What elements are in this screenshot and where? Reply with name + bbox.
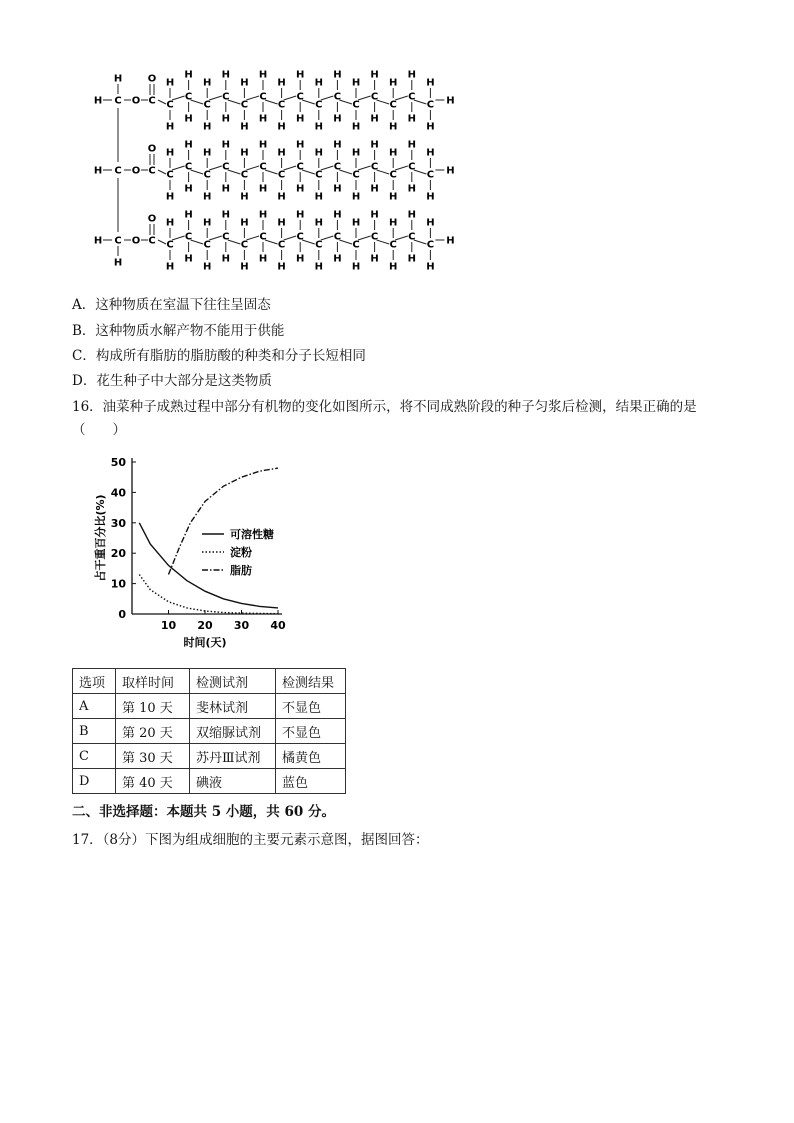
y-tick-label: 40 <box>110 486 126 500</box>
header-reagent: 检测试剂 <box>190 669 276 694</box>
section-heading: 二、非选择题：本题共 5 小题，共 60 分。 <box>72 804 335 820</box>
hydrogen-atom: H <box>258 69 268 81</box>
carbon-atom: C <box>222 231 230 243</box>
hydrogen-atom: H <box>407 183 416 195</box>
table-row <box>73 769 346 794</box>
hydrogen-atom: H <box>258 209 268 221</box>
bond <box>358 166 371 170</box>
carbon-atom: C <box>296 231 304 243</box>
hydrogen-atom: H <box>407 113 416 125</box>
hydrogen-atom: H <box>426 77 435 89</box>
option-d: D．花生种子中大部分是这类物质 <box>72 373 272 389</box>
cell-option: A <box>73 694 116 719</box>
carbon-atom: C <box>222 91 230 103</box>
hydrogen-atom: H <box>351 261 361 273</box>
hydrogen-atom: H <box>314 217 323 229</box>
series-line-2 <box>139 575 278 614</box>
carbon-atom: C <box>184 161 193 173</box>
hydrogen-atom: H <box>351 121 361 133</box>
carbon-atom: C <box>203 239 211 251</box>
carbon-atom: C <box>203 169 211 181</box>
y-tick-label: 10 <box>110 577 126 591</box>
oxygen-atom: O <box>131 235 141 247</box>
cell-result: 不显色 <box>276 719 346 744</box>
y-tick-label: 50 <box>110 456 126 469</box>
carbon-atom: C <box>277 99 286 111</box>
bond <box>158 240 166 244</box>
hydrogen-atom: H <box>370 183 379 195</box>
bond <box>265 100 278 104</box>
hydrogen-atom: H <box>240 147 249 159</box>
hydrogen-atom: H <box>277 147 286 159</box>
carbon-atom: C <box>315 99 323 111</box>
carbon-atom: C <box>114 165 122 177</box>
hydrogen-atom: H <box>221 69 230 81</box>
hydrogen-atom: H <box>296 209 305 221</box>
hydrogen-atom: H <box>113 257 123 269</box>
table-row <box>73 719 346 744</box>
hydrogen-atom: H <box>203 217 212 229</box>
hydrogen-atom: H <box>333 139 342 151</box>
bond <box>414 170 427 174</box>
hydrogen-atom: H <box>221 139 230 151</box>
bond <box>302 240 315 244</box>
hydrogen-atom: H <box>296 113 305 125</box>
oxygen-atom: O <box>131 95 141 107</box>
bond <box>209 236 222 240</box>
y-tick-label: 0 <box>118 608 126 621</box>
hydrogen-atom: H <box>240 191 249 203</box>
bond <box>321 96 334 100</box>
hydrogen-atom: H <box>389 261 398 273</box>
hydrogen-atom: H <box>370 69 379 81</box>
cell-result: 不显色 <box>276 694 346 719</box>
carbon-atom: C <box>315 239 323 251</box>
hydrogen-atom: H <box>240 121 249 133</box>
hydrogen-atom: H <box>333 69 342 81</box>
y-axis-label: 占干重百分比(%) <box>94 494 107 582</box>
cell-result: 蓝色 <box>276 769 346 794</box>
cell-reagent: 碘液 <box>190 769 276 794</box>
hydrogen-atom: H <box>370 253 379 265</box>
hydrogen-atom: H <box>426 191 435 203</box>
hydrogen-atom: H <box>333 253 342 265</box>
carbon-atom: C <box>240 99 249 111</box>
carbon-atom: C <box>333 231 342 243</box>
bond <box>191 240 204 244</box>
bond <box>377 240 390 244</box>
hydrogen-atom: H <box>221 209 230 221</box>
cell-reagent: 苏丹Ⅲ试剂 <box>190 744 276 769</box>
carbon-atom: C <box>166 169 174 181</box>
hydrogen-atom: H <box>333 113 342 125</box>
carbon-atom: C <box>296 161 304 173</box>
bond <box>172 236 185 240</box>
hydrogen-atom: H <box>277 77 286 89</box>
carbon-atom: C <box>352 239 360 251</box>
hydrogen-atom: H <box>184 253 193 265</box>
carbon-atom: C <box>277 169 286 181</box>
carbon-atom: C <box>240 239 249 251</box>
hydrogen-atom: H <box>370 139 379 151</box>
cell-option: D <box>73 769 116 794</box>
bond <box>358 236 371 240</box>
bond <box>158 170 166 174</box>
hydrogen-atom: H <box>407 139 416 151</box>
hydrogen-atom: H <box>184 139 193 151</box>
hydrogen-atom: H <box>370 113 379 125</box>
hydrogen-atom: H <box>389 191 398 203</box>
x-tick-label: 10 <box>160 619 177 632</box>
bond <box>321 236 334 240</box>
hydrogen-atom: H <box>370 209 379 221</box>
hydrogen-atom: H <box>296 69 305 81</box>
bond <box>395 236 408 240</box>
table-row <box>73 694 346 719</box>
bond <box>284 96 297 100</box>
hydrogen-atom: H <box>407 209 416 221</box>
hydrogen-atom: H <box>165 261 175 273</box>
question-17-text: 17．（8分）下图为组成细胞的主要元素示意图，据图回答： <box>72 832 429 848</box>
hydrogen-atom: H <box>277 191 286 203</box>
hydrogen-atom: H <box>258 139 268 151</box>
bond <box>191 170 204 174</box>
bond <box>246 166 259 170</box>
hydrogen-atom: H <box>165 191 175 203</box>
hydrogen-atom: H <box>240 77 249 89</box>
legend-label: 可溶性糖 <box>230 528 274 541</box>
carbon-atom: C <box>259 161 267 173</box>
hydrogen-atom: H <box>426 217 435 229</box>
carbon-atom: C <box>222 161 230 173</box>
hydrogen-atom: H <box>184 113 193 125</box>
bond <box>191 100 204 104</box>
hydrogen-atom: H <box>93 165 103 177</box>
carbon-atom: C <box>426 239 435 251</box>
carbonyl-carbon: C <box>148 165 156 177</box>
hydrogen-atom: H <box>389 147 398 159</box>
carbon-atom: C <box>333 161 342 173</box>
hydrogen-atom: H <box>314 121 323 133</box>
bond <box>414 240 427 244</box>
hydrogen-atom: H <box>165 217 175 229</box>
table-row <box>73 744 346 769</box>
hydrogen-atom: H <box>446 95 455 107</box>
bond <box>339 100 352 104</box>
carbon-atom: C <box>408 161 416 173</box>
cell-time: 第 40 天 <box>116 769 190 794</box>
hydrogen-atom: H <box>277 217 286 229</box>
bond <box>246 236 259 240</box>
hydrogen-atom: H <box>314 147 323 159</box>
bond <box>209 96 222 100</box>
hydrogen-atom: H <box>240 261 249 273</box>
carbon-atom: C <box>315 169 323 181</box>
carbon-atom: C <box>184 91 193 103</box>
hydrogen-atom: H <box>203 77 212 89</box>
bond <box>265 170 278 174</box>
hydrogen-atom: H <box>221 253 230 265</box>
carbon-atom: C <box>259 231 267 243</box>
option-b: B．这种物质水解产物不能用于供能 <box>72 323 285 339</box>
answer-table <box>72 668 346 794</box>
bond <box>377 100 390 104</box>
hydrogen-atom: H <box>277 261 286 273</box>
hydrogen-atom: H <box>203 191 212 203</box>
hydrogen-atom: H <box>351 77 361 89</box>
hydrogen-atom: H <box>184 209 193 221</box>
option-a: A．这种物质在室温下往往呈固态 <box>72 297 271 313</box>
hydrogen-atom: H <box>203 261 212 273</box>
carbon-atom: C <box>333 91 342 103</box>
carbon-atom: C <box>203 99 211 111</box>
hydrogen-atom: H <box>389 217 398 229</box>
hydrogen-atom: H <box>407 253 416 265</box>
header-option: 选项 <box>73 669 116 694</box>
bond <box>339 170 352 174</box>
bond <box>265 240 278 244</box>
hydrogen-atom: H <box>203 147 212 159</box>
hydrogen-atom: H <box>165 77 175 89</box>
carbon-atom: C <box>370 231 379 243</box>
header-result: 检测结果 <box>276 669 346 694</box>
carbon-atom: C <box>296 91 304 103</box>
bond <box>395 166 408 170</box>
hydrogen-atom: H <box>296 253 305 265</box>
carbonyl-carbon: C <box>148 95 156 107</box>
hydrogen-atom: H <box>351 147 361 159</box>
hydrogen-atom: H <box>426 261 435 273</box>
carbon-atom: C <box>166 99 174 111</box>
question-16-text: 16．油菜种子成熟过程中部分有机物的变化如图所示，将不同成熟阶段的种子匀浆后检测，结果正确的是 <box>72 399 697 415</box>
hydrogen-atom: H <box>184 69 193 81</box>
question-16-blank: （ ） <box>72 422 126 438</box>
bond <box>302 170 315 174</box>
hydrogen-atom: H <box>296 139 305 151</box>
carbon-atom: C <box>114 235 122 247</box>
hydrogen-atom: H <box>389 121 398 133</box>
carbon-atom: C <box>352 169 360 181</box>
carbon-atom: C <box>277 239 286 251</box>
carbon-atom: C <box>370 161 379 173</box>
bond <box>158 100 166 104</box>
legend-label: 淀粉 <box>230 546 252 559</box>
carbon-atom: C <box>370 91 379 103</box>
triglyceride-structure-diagram <box>88 60 478 280</box>
bond <box>321 166 334 170</box>
cell-time: 第 10 天 <box>116 694 190 719</box>
hydrogen-atom: H <box>446 235 455 247</box>
carbon-atom: C <box>408 231 416 243</box>
bond <box>284 236 297 240</box>
hydrogen-atom: H <box>333 209 342 221</box>
bond <box>377 170 390 174</box>
x-tick-label: 30 <box>233 619 250 632</box>
carbon-atom: C <box>352 99 360 111</box>
carbon-atom: C <box>408 91 416 103</box>
hydrogen-atom: H <box>407 69 416 81</box>
carbonyl-oxygen: O <box>147 143 157 155</box>
hydrogen-atom: H <box>221 113 230 125</box>
hydrogen-atom: H <box>165 147 175 159</box>
hydrogen-atom: H <box>426 121 435 133</box>
bond <box>209 166 222 170</box>
hydrogen-atom: H <box>93 95 103 107</box>
carbon-atom: C <box>259 91 267 103</box>
cell-result: 橘黄色 <box>276 744 346 769</box>
hydrogen-atom: H <box>113 73 123 85</box>
hydrogen-atom: H <box>426 147 435 159</box>
carbon-atom: C <box>426 169 435 181</box>
legend-label: 脂肪 <box>230 564 252 577</box>
bond <box>284 166 297 170</box>
hydrogen-atom: H <box>314 261 323 273</box>
hydrogen-atom: H <box>165 121 175 133</box>
cell-reagent: 双缩脲试剂 <box>190 719 276 744</box>
hydrogen-atom: H <box>203 121 212 133</box>
hydrogen-atom: H <box>296 183 305 195</box>
bond <box>246 96 259 100</box>
bond <box>414 100 427 104</box>
carbonyl-carbon: C <box>148 235 156 247</box>
option-c: C．构成所有脂肪的脂肪酸的种类和分子长短相同 <box>72 348 366 364</box>
bond <box>172 96 185 100</box>
hydrogen-atom: H <box>93 235 103 247</box>
cell-option: B <box>73 719 116 744</box>
hydrogen-atom: H <box>389 77 398 89</box>
hydrogen-atom: H <box>184 183 193 195</box>
bond <box>339 240 352 244</box>
hydrogen-atom: H <box>258 253 268 265</box>
carbon-atom: C <box>114 95 122 107</box>
bond <box>228 240 241 244</box>
hydrogen-atom: H <box>314 77 323 89</box>
hydrogen-atom: H <box>446 165 455 177</box>
hydrogen-atom: H <box>221 183 230 195</box>
hydrogen-atom: H <box>351 217 361 229</box>
cell-reagent: 斐林试剂 <box>190 694 276 719</box>
hydrogen-atom: H <box>333 183 342 195</box>
carbon-atom: C <box>166 239 174 251</box>
carbon-atom: C <box>389 169 397 181</box>
carbon-atom: C <box>389 99 397 111</box>
hydrogen-atom: H <box>277 121 286 133</box>
oxygen-atom: O <box>131 165 141 177</box>
bond <box>302 100 315 104</box>
cell-time: 第 30 天 <box>116 744 190 769</box>
carbon-atom: C <box>426 99 435 111</box>
table-header-row <box>73 669 346 694</box>
x-tick-label: 20 <box>197 619 213 632</box>
hydrogen-atom: H <box>314 191 323 203</box>
hydrogen-atom: H <box>258 183 268 195</box>
carbonyl-oxygen: O <box>147 213 157 225</box>
bond <box>228 170 241 174</box>
y-tick-label: 30 <box>110 516 126 530</box>
carbon-atom: C <box>389 239 397 251</box>
carbon-atom: C <box>240 169 249 181</box>
carbonyl-oxygen: O <box>147 73 157 85</box>
hydrogen-atom: H <box>351 191 361 203</box>
cell-option: C <box>73 744 116 769</box>
bond <box>228 100 241 104</box>
bond <box>395 96 408 100</box>
x-tick-label: 40 <box>270 619 286 632</box>
x-axis-label: 时间(天) <box>183 636 227 649</box>
bond <box>358 96 371 100</box>
series-line-3 <box>169 468 279 574</box>
y-tick-label: 20 <box>110 547 126 561</box>
seed-composition-chart <box>84 448 304 660</box>
hydrogen-atom: H <box>258 113 268 125</box>
bond <box>172 166 185 170</box>
hydrogen-atom: H <box>240 217 249 229</box>
carbon-atom: C <box>184 231 193 243</box>
cell-time: 第 20 天 <box>116 719 190 744</box>
header-time: 取样时间 <box>116 669 190 694</box>
